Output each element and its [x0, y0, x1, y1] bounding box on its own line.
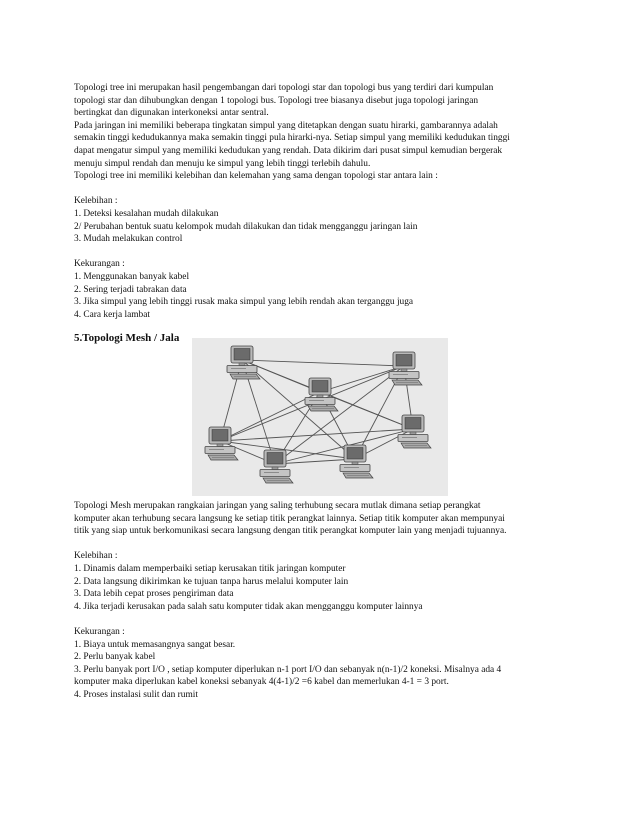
intro-line: Topologi tree ini memiliki kelebihan dan kelemahan yang sama dengan topologi star antara lain : — [74, 171, 438, 182]
intro-line: bertingkat dan digunakan interkoneksi antar sentral. — [74, 108, 269, 119]
intro-line: dapat mengatur simpul yang memiliki kedudukan yang rendah. Data dikirim dari pusat simpul kemudian bergerak — [74, 145, 503, 156]
list-item: 3. Jika simpul yang lebih tinggi rusak maka simpul yang lebih rendah akan terganggu juga — [74, 297, 414, 308]
list-item: 3. Data lebih cepat proses pengiriman data — [74, 589, 234, 600]
list-item: 4. Proses instalasi sulit dan rumit — [74, 689, 198, 700]
mesh-network-diagram — [192, 338, 448, 496]
list-item: 4. Jika terjadi kerusakan pada salah satu komputer tidak akan mengganggu komputer lainnya — [74, 601, 423, 612]
computer-icon — [389, 352, 422, 385]
intro-line: menuju simpul rendah dan menuju ke simpul yang lebih tinggi terlebih dahulu. — [74, 158, 371, 169]
list-item: 1. Deteksi kesalahan mudah dilakukan — [74, 208, 219, 219]
computer-icon — [205, 427, 238, 460]
list-item: komputer maka diperlukan kabel koneksi sebanyak 4(4-1)/2 =6 kabel dan memerlukan 4-1 = 3 port. — [74, 677, 449, 688]
tree-section — [74, 82, 574, 345]
tree-kelebihan-title: Kelebihan : — [74, 196, 118, 207]
mesh-kekurangan-title: Kekurangan : — [74, 626, 125, 637]
list-item: 1. Biaya untuk memasangnya sangat besar. — [74, 639, 236, 650]
mesh-intro-line: Topologi Mesh merupakan rangkaian jaringan yang saling terhubung secara mutlak dimana setiap perangkat — [74, 501, 481, 511]
tree-kekurangan-title: Kekurangan : — [74, 259, 125, 270]
computer-icon — [227, 346, 260, 379]
mesh-section — [74, 500, 574, 702]
computer-icon — [398, 415, 431, 448]
list-item: 2. Sering terjadi tabrakan data — [74, 284, 187, 295]
mesh-heading: 5.Topologi Mesh / Jala — [74, 332, 180, 345]
intro-line: topologi star dan dihubungkan dengan 1 topologi bus. Topologi tree biasanya disebut juga topologi jaringan — [74, 95, 479, 106]
mesh-intro-line: komputer akan terhubung secara langsung ke setiap titik perangkat lainnya. Setiap titik komputer akan mempunyai — [74, 513, 505, 524]
mesh-kelebihan-title: Kelebihan : — [74, 551, 118, 562]
mesh-intro-line: titik yang siap untuk berkomunikasi secara langsung dengan titik perangkat komputer lain yang menjadi tujuannya. — [74, 526, 507, 537]
list-item: 4. Cara kerja lambat — [74, 309, 151, 320]
list-item: 1. Dinamis dalam memperbaiki setiap kerusakan titik jaringan komputer — [74, 563, 346, 574]
list-item: 2/ Perubahan bentuk suatu kelompok mudah dilakukan dan tidak mengganggu jaringan lain — [74, 221, 418, 232]
intro-line: Pada jaringan ini memiliki beberapa tingkatan simpul yang ditetapkan dengan suatu hirarki, gambarannya adalah — [74, 120, 498, 131]
intro-line: Topologi tree ini merupakan hasil pengembangan dari topologi star dan topologi bus yang terdiri dari kumpulan — [74, 83, 494, 93]
mesh-topology-figure — [192, 338, 448, 496]
list-item: 2. Perlu banyak kabel — [74, 652, 156, 663]
list-item: 2. Data langsung dikirimkan ke tujuan tanpa harus melalui komputer lain — [74, 576, 349, 587]
list-item: 3. Mudah melakukan control — [74, 234, 183, 245]
list-item: 1. Menggunakan banyak kabel — [74, 271, 190, 282]
list-item: 3. Perlu banyak port I/O , setiap komputer diperlukan n-1 port I/O dan sebanyak n(n-1)/2 koneksi. Misalnya ada 4 — [74, 664, 502, 675]
computer-icon — [260, 450, 293, 483]
intro-line: semakin tinggi kedudukannya maka semakin tinggi pula hirarki-nya. Setiap simpul yang memiliki kedudukan tinggi — [74, 133, 510, 144]
computer-icon — [340, 445, 373, 478]
